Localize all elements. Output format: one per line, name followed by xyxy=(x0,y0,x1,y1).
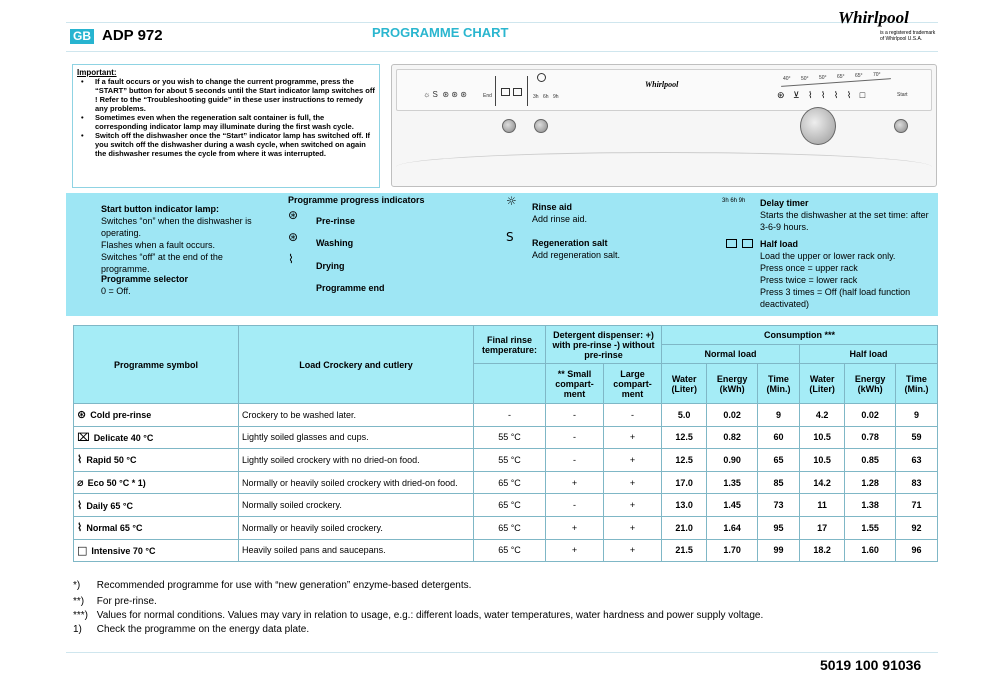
half-time-cell: 71 xyxy=(895,494,937,517)
panel-end-label: End xyxy=(483,93,492,99)
important-box xyxy=(72,64,380,188)
half-water-cell: 18.2 xyxy=(799,539,844,562)
col-small: ** Small compart- ment xyxy=(546,364,604,404)
small-compartment-cell: + xyxy=(546,516,604,539)
legend-start-line: Switches “off” at the end of the programme. xyxy=(101,252,223,274)
programme-cell xyxy=(74,539,239,562)
col-energy: Energy (kWh) xyxy=(707,364,758,404)
col-half-load: Half load xyxy=(799,345,937,364)
panel-start-label: Start xyxy=(897,92,908,98)
legend-start-title: Start button indicator lamp: xyxy=(101,204,219,214)
legend-selector-title: Programme selector xyxy=(101,274,189,284)
programme-name: Delicate 40 °C xyxy=(93,432,154,443)
small-compartment-cell: + xyxy=(546,539,604,562)
programme-rows xyxy=(74,404,938,562)
important-list xyxy=(77,77,375,158)
col-half-time: Time (Min.) xyxy=(895,364,937,404)
panel-display-strip xyxy=(396,69,932,111)
energy-cell: 0.02 xyxy=(707,404,758,427)
start-button xyxy=(894,119,908,133)
time-cell: 65 xyxy=(757,449,799,472)
panel-temp: 65° xyxy=(855,73,863,79)
half-load-button xyxy=(502,119,516,133)
half-water-cell: 14.2 xyxy=(799,471,844,494)
legend-selector xyxy=(101,273,188,297)
temp-cell: 65 °C xyxy=(474,471,546,494)
legend-half: Half load Load the upper or lower rack only. Press once = upper rack Press twice = lower rack Press 3 times = Off (half load function deactivated) xyxy=(760,239,911,309)
temp-cell: 55 °C xyxy=(474,426,546,449)
half-energy-cell: 1.55 xyxy=(845,516,896,539)
load-cell: Lightly soiled crockery with no dried-on food. xyxy=(239,449,474,472)
large-compartment-cell: + xyxy=(604,494,662,517)
water-cell: 12.5 xyxy=(662,426,707,449)
legend-start-line: Switches “on” when the dishwasher is operating. xyxy=(101,216,252,238)
programme-cell xyxy=(74,494,239,517)
washing-icon: ⊛ xyxy=(288,230,299,244)
large-compartment-cell: + xyxy=(604,516,662,539)
panel-temp: 70° xyxy=(873,72,881,78)
energy-cell: 1.64 xyxy=(707,516,758,539)
table-row xyxy=(74,494,938,517)
programme-name: Intensive 70 °C xyxy=(91,545,156,556)
half-time-cell: 92 xyxy=(895,516,937,539)
legend-start xyxy=(101,203,261,275)
time-cell: 60 xyxy=(757,426,799,449)
energy-cell: 1.45 xyxy=(707,494,758,517)
legend-selector-text: 0 = Off. xyxy=(101,286,131,296)
half-water-cell: 10.5 xyxy=(799,426,844,449)
important-item: • Sometimes even when the regeneration salt container is full, the corresponding indicator lamp may illuminate during the first wash cycle. xyxy=(77,113,375,131)
energy-cell: 0.82 xyxy=(707,426,758,449)
load-cell: Crockery to be washed later. xyxy=(239,404,474,427)
salt-icon: S xyxy=(506,230,514,244)
half-energy-cell: 1.38 xyxy=(845,494,896,517)
legend-start-line: Flashes when a fault occurs. xyxy=(101,240,216,250)
load-cell: Lightly soiled glasses and cups. xyxy=(239,426,474,449)
legend-drying: Drying xyxy=(316,261,345,271)
programme-icon: ⌇ xyxy=(77,498,83,512)
table-row xyxy=(74,449,938,472)
large-compartment-cell: + xyxy=(604,539,662,562)
temp-cell: - xyxy=(474,404,546,427)
programme-name: Normal 65 °C xyxy=(86,523,143,534)
small-compartment-cell: - xyxy=(546,494,604,517)
programme-name: Rapid 50 °C xyxy=(86,455,137,466)
programme-cell xyxy=(74,404,239,427)
small-compartment-cell: + xyxy=(546,471,604,494)
programme-name: Daily 65 °C xyxy=(86,500,133,511)
time-cell: 95 xyxy=(757,516,799,539)
half-load-icon xyxy=(501,88,510,96)
trademark-note: is a registered trademark of Whirlpool U.S.A. xyxy=(880,30,936,42)
programme-icon: ⊛ xyxy=(77,408,87,422)
half-water-cell: 17 xyxy=(799,516,844,539)
small-compartment-cell: - xyxy=(546,404,604,427)
programme-name: Eco 50 °C * 1) xyxy=(87,478,146,489)
half-water-cell: 10.5 xyxy=(799,449,844,472)
water-cell: 17.0 xyxy=(662,471,707,494)
large-compartment-cell: + xyxy=(604,471,662,494)
programme-icon: ⌇ xyxy=(77,453,83,467)
panel-curve xyxy=(396,152,932,182)
footer-rule xyxy=(66,652,938,653)
large-compartment-cell: + xyxy=(604,426,662,449)
footnote: ***) Values for normal conditions. Values may vary in relation to usage, e.g.: different loads, water temperatures, water hardness and power supply voltage. xyxy=(73,610,764,621)
panel-temp: 50° xyxy=(819,75,827,81)
programme-icon: ⌀ xyxy=(77,476,84,490)
control-panel-illustration xyxy=(391,64,937,187)
delay-button xyxy=(534,119,548,133)
table-row xyxy=(74,516,938,539)
large-compartment-cell: - xyxy=(604,404,662,427)
legend-washing: Washing xyxy=(316,238,354,248)
header-rule-top xyxy=(66,22,938,23)
large-compartment-cell: + xyxy=(604,449,662,472)
table-row xyxy=(74,426,938,449)
panel-delay-3h: 3h xyxy=(533,94,539,100)
prerinse-icon: ⊛ xyxy=(288,208,299,222)
programme-icon: □ xyxy=(77,543,88,557)
col-normal-load: Normal load xyxy=(662,345,800,364)
temp-cell: 65 °C xyxy=(474,516,546,539)
time-cell: 73 xyxy=(757,494,799,517)
water-cell: 21.0 xyxy=(662,516,707,539)
half-load-icon xyxy=(742,239,753,248)
col-half-energy: Energy (kWh) xyxy=(845,364,896,404)
load-cell: Heavily soiled pans and saucepans. xyxy=(239,539,474,562)
small-compartment-cell: - xyxy=(546,449,604,472)
panel-temp: 65° xyxy=(837,74,845,80)
water-cell: 12.5 xyxy=(662,449,707,472)
panel-temp: 50° xyxy=(801,76,809,82)
half-energy-cell: 0.78 xyxy=(845,426,896,449)
panel-indicator-icons: ☼ S ⊛ ⊛ ⊛ xyxy=(423,90,467,99)
panel-temp: 40° xyxy=(783,76,791,82)
col-consumption: Consumption *** xyxy=(662,326,938,345)
important-title: Important: xyxy=(77,68,117,77)
programme-icon: ⌇ xyxy=(77,521,83,535)
legend-programme-end: Programme end xyxy=(316,283,385,293)
panel-delay-9h: 9h xyxy=(553,94,559,100)
header-rule-bottom xyxy=(66,51,938,52)
language-badge: GB xyxy=(70,29,94,44)
half-time-cell: 96 xyxy=(895,539,937,562)
energy-cell: 0.90 xyxy=(707,449,758,472)
col-programme-symbol: Programme symbol xyxy=(74,326,239,404)
half-load-icon xyxy=(726,239,737,248)
small-compartment-cell: - xyxy=(546,426,604,449)
table-row xyxy=(74,404,938,427)
delay-timer-icon: 3h 6h 9h xyxy=(722,198,746,204)
half-energy-cell: 0.02 xyxy=(845,404,896,427)
temp-cell: 55 °C xyxy=(474,449,546,472)
legend-salt: Regeneration salt Add regeneration salt. xyxy=(532,238,621,260)
important-item: • Switch off the dishwasher once the “Start” indicator lamp has switched off. If you switch off the dishwasher during a wash cycle, when switched on again the dishwasher resumes the cycle from where it was interrupted. xyxy=(77,131,375,158)
document-code: 5019 100 91036 xyxy=(820,657,922,673)
legend-band xyxy=(66,193,938,316)
load-cell: Normally or heavily soiled crockery with dried-on food. xyxy=(239,471,474,494)
load-cell: Normally or heavily soiled crockery. xyxy=(239,516,474,539)
half-water-cell: 11 xyxy=(799,494,844,517)
col-final-rinse: Final rinse temperature: xyxy=(474,326,546,364)
programme-cell xyxy=(74,449,239,472)
delay-button-icon xyxy=(537,73,546,82)
col-half-water: Water (Liter) xyxy=(799,364,844,404)
table-row xyxy=(74,471,938,494)
panel-delay-6h: 6h xyxy=(543,94,549,100)
half-time-cell: 63 xyxy=(895,449,937,472)
col-large: Large compart- ment xyxy=(604,364,662,404)
col-water: Water (Liter) xyxy=(662,364,707,404)
time-cell: 9 xyxy=(757,404,799,427)
legend-prerinse: Pre-rinse xyxy=(316,216,356,226)
half-load-icon xyxy=(513,88,522,96)
programme-table xyxy=(73,325,938,562)
panel-divider xyxy=(495,76,496,106)
footnote: *) Recommended programme for use with “new generation” enzyme-based detergents. xyxy=(73,580,472,591)
water-cell: 5.0 xyxy=(662,404,707,427)
brand-logo: Whirlpool xyxy=(838,8,909,27)
col-time: Time (Min.) xyxy=(757,364,799,404)
col-final-rinse-empty xyxy=(474,364,546,404)
energy-cell: 1.35 xyxy=(707,471,758,494)
drying-icon: ⌇ xyxy=(288,252,294,266)
panel-divider xyxy=(527,76,528,106)
programme-cell xyxy=(74,426,239,449)
time-cell: 99 xyxy=(757,539,799,562)
half-energy-cell: 1.28 xyxy=(845,471,896,494)
time-cell: 85 xyxy=(757,471,799,494)
temp-cell: 65 °C xyxy=(474,539,546,562)
panel-brand: Whirlpool xyxy=(645,80,679,89)
page-title: PROGRAMME CHART xyxy=(372,25,509,40)
programme-cell xyxy=(74,516,239,539)
energy-cell: 1.70 xyxy=(707,539,758,562)
legend-rinse: Rinse aid Add rinse aid. xyxy=(532,202,588,224)
footnote: 1) Check the programme on the energy data plate. xyxy=(73,624,310,635)
half-time-cell: 9 xyxy=(895,404,937,427)
programme-icons: ⊛ ⊻ ⌇ ⌇ ⌇ ⌇ □ xyxy=(777,90,869,100)
table-row xyxy=(74,539,938,562)
temp-cell: 65 °C xyxy=(474,494,546,517)
programme-cell xyxy=(74,471,239,494)
half-energy-cell: 0.85 xyxy=(845,449,896,472)
legend-delay: Delay timer Starts the dishwasher at the set time: after 3-6-9 hours. xyxy=(760,198,929,232)
water-cell: 21.5 xyxy=(662,539,707,562)
load-cell: Normally soiled crockery. xyxy=(239,494,474,517)
col-detergent: Detergent dispenser: +) with pre-rinse -) without pre-rinse xyxy=(546,326,662,364)
col-load: Load Crockery and cutlery xyxy=(239,326,474,404)
programme-name: Cold pre-rinse xyxy=(90,410,152,421)
model-name: ADP 972 xyxy=(102,27,163,44)
legend-progress-title: Programme progress indicators xyxy=(288,195,425,205)
half-water-cell: 4.2 xyxy=(799,404,844,427)
half-time-cell: 83 xyxy=(895,471,937,494)
half-energy-cell: 1.60 xyxy=(845,539,896,562)
footnote: **) For pre-rinse. xyxy=(73,596,157,607)
important-item: • If a fault occurs or you wish to change the current programme, press the “START” button for about 5 seconds until the Start indicator lamp switches off ! Refer to the “Troubleshooting guide” in these user instructions to remedy any problems. xyxy=(77,77,375,113)
rinse-aid-icon: ☼ xyxy=(506,194,517,208)
water-cell: 13.0 xyxy=(662,494,707,517)
programme-icon: ⌧ xyxy=(77,430,90,444)
half-time-cell: 59 xyxy=(895,426,937,449)
programme-selector-knob xyxy=(800,107,836,145)
temp-scale-line xyxy=(781,78,891,87)
